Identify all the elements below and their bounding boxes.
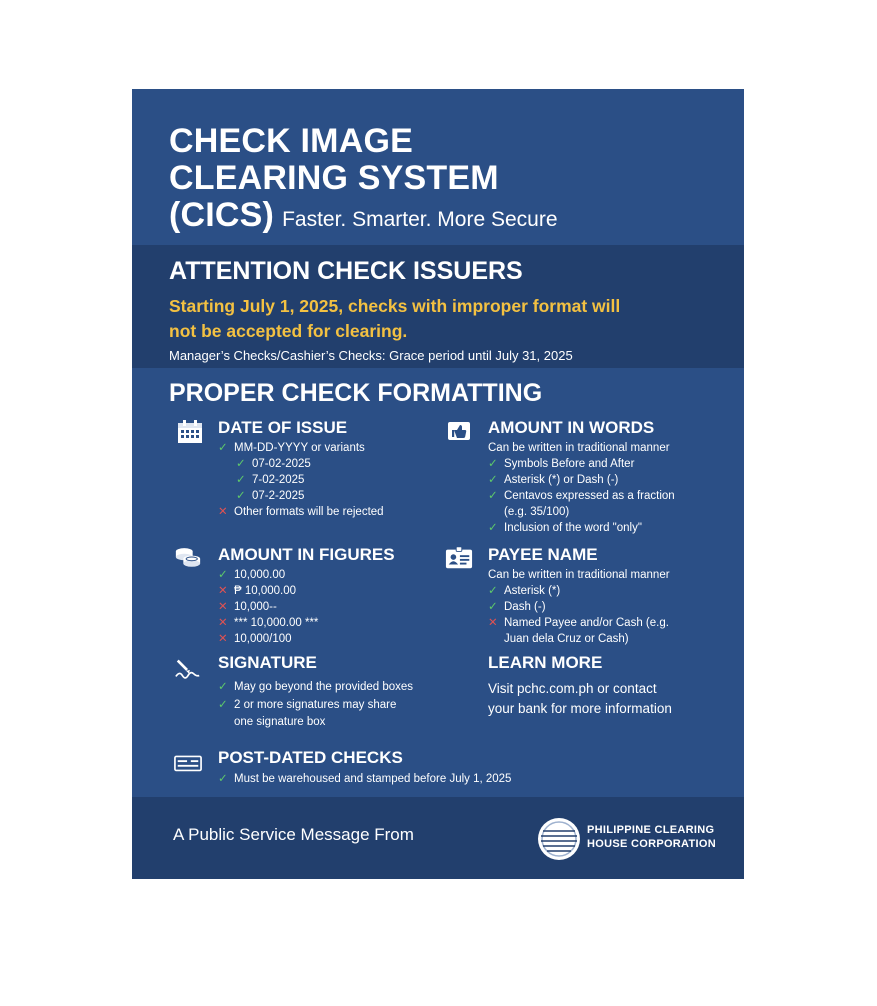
check-icon: ✓ — [488, 585, 498, 597]
check-document-icon — [174, 751, 202, 775]
org-name — [587, 823, 716, 851]
attention-band — [132, 245, 744, 368]
list-item: ✓ Inclusion of the word "only" — [488, 522, 642, 534]
check-icon: ✓ — [488, 474, 498, 486]
grace-period-note: Manager’s Checks/Cashier’s Checks: Grace period until July 31, 2025 — [169, 348, 573, 363]
cross-icon: ✕ — [218, 617, 228, 629]
payee-title: PAYEE NAME — [488, 545, 598, 564]
cross-icon: ✕ — [218, 585, 228, 597]
list-item: ✓ 2 or more signatures may share — [218, 696, 413, 714]
check-icon: ✓ — [218, 569, 228, 581]
header — [132, 89, 744, 245]
cross-icon: ✕ — [218, 633, 228, 645]
learn-title: LEARN MORE — [488, 653, 603, 672]
payee-intro: Can be written in traditional manner — [488, 569, 670, 581]
list-item: ✕ Other formats will be rejected — [218, 506, 384, 518]
list-item: ✓ Centavos expressed as a fraction — [488, 490, 675, 502]
section-learn-more — [488, 653, 672, 719]
check-icon: ✓ — [236, 490, 246, 502]
list-item: ✓ Symbols Before and After — [488, 458, 635, 470]
list-item: ✕ ₱ 10,000.00 — [218, 585, 297, 597]
learn-line-2: your bank for more information — [488, 701, 672, 716]
check-icon: ✓ — [488, 601, 498, 613]
section-amount-in-words — [488, 418, 675, 536]
learn-line-1: Visit pchc.com.ph or contact — [488, 681, 657, 696]
list-item: ✓ 10,000.00 — [218, 569, 286, 581]
check-icon: ✓ — [488, 490, 498, 502]
section-signature — [218, 653, 413, 730]
list-item: one signature box — [234, 716, 326, 728]
list-item: ✓ May go beyond the provided boxes — [218, 678, 413, 696]
section-payee-name — [488, 545, 670, 647]
title-line-1: CHECK IMAGE — [169, 122, 413, 160]
section-post-dated-checks — [218, 748, 511, 787]
list-item: ✓ MM-DD-YYYY or variants — [218, 442, 365, 454]
figures-title: AMOUNT IN FIGURES — [218, 545, 395, 564]
thumbs-up-icon — [446, 420, 474, 444]
list-item: ✕ Named Payee and/or Cash (e.g. — [488, 617, 669, 629]
tagline: Faster. Smarter. More Secure — [282, 208, 558, 231]
date-title: DATE OF ISSUE — [218, 418, 348, 437]
signature-title: SIGNATURE — [218, 653, 317, 672]
check-icon: ✓ — [488, 522, 498, 534]
check-icon: ✓ — [236, 474, 246, 486]
list-item: ✕ 10,000/100 — [218, 633, 292, 645]
pen-signature-icon — [174, 657, 202, 681]
title-acronym: (CICS) — [169, 196, 275, 234]
org-line-2: HOUSE CORPORATION — [587, 838, 716, 850]
pchc-logo-icon — [537, 817, 581, 861]
check-icon: ✓ — [218, 442, 228, 454]
attention-warning — [169, 294, 729, 344]
calendar-icon — [176, 420, 204, 444]
list-item: ✓ 07-02-2025 — [236, 458, 311, 470]
check-icon: ✓ — [218, 773, 228, 785]
title-line-2: CLEARING SYSTEM — [169, 159, 499, 197]
postdated-title: POST-DATED CHECKS — [218, 748, 403, 767]
org-line-1: PHILIPPINE CLEARING — [587, 824, 715, 836]
list-item: ✓ Must be warehoused and stamped before July 1, 2025 — [218, 773, 512, 785]
list-item: ✓ Asterisk (*) — [488, 585, 561, 597]
attention-heading: ATTENTION CHECK ISSUERS — [169, 257, 523, 285]
poster — [132, 89, 744, 879]
coins-icon — [174, 545, 202, 569]
list-item: (e.g. 35/100) — [504, 506, 570, 518]
list-item: ✓ Dash (-) — [488, 601, 546, 613]
list-item: ✓ Asterisk (*) or Dash (-) — [488, 474, 619, 486]
footer-message: A Public Service Message From — [173, 825, 414, 844]
list-item: ✕ *** 10,000.00 *** — [218, 617, 319, 629]
check-icon: ✓ — [488, 458, 498, 470]
list-item: Juan dela Cruz or Cash) — [504, 633, 629, 645]
section-date-of-issue — [218, 418, 384, 520]
cross-icon: ✕ — [488, 617, 498, 629]
section-amount-in-figures — [218, 545, 395, 647]
list-item: ✕ 10,000-- — [218, 601, 277, 613]
check-icon: ✓ — [218, 699, 228, 711]
warning-line-1: Starting July 1, 2025, checks with improper format will — [169, 296, 621, 316]
words-title: AMOUNT IN WORDS — [488, 418, 655, 437]
list-item: ✓ 7-02-2025 — [236, 474, 305, 486]
title-line-3 — [169, 197, 558, 238]
words-intro: Can be written in traditional manner — [488, 442, 670, 454]
cross-icon: ✕ — [218, 601, 228, 613]
list-item: ✓ 07-2-2025 — [236, 490, 305, 502]
warning-line-2: not be accepted for clearing. — [169, 321, 408, 341]
footer — [132, 797, 744, 879]
id-card-icon — [445, 546, 473, 570]
cross-icon: ✕ — [218, 506, 228, 518]
check-icon: ✓ — [236, 458, 246, 470]
check-icon: ✓ — [218, 681, 228, 693]
formatting-heading: PROPER CHECK FORMATTING — [169, 379, 543, 407]
